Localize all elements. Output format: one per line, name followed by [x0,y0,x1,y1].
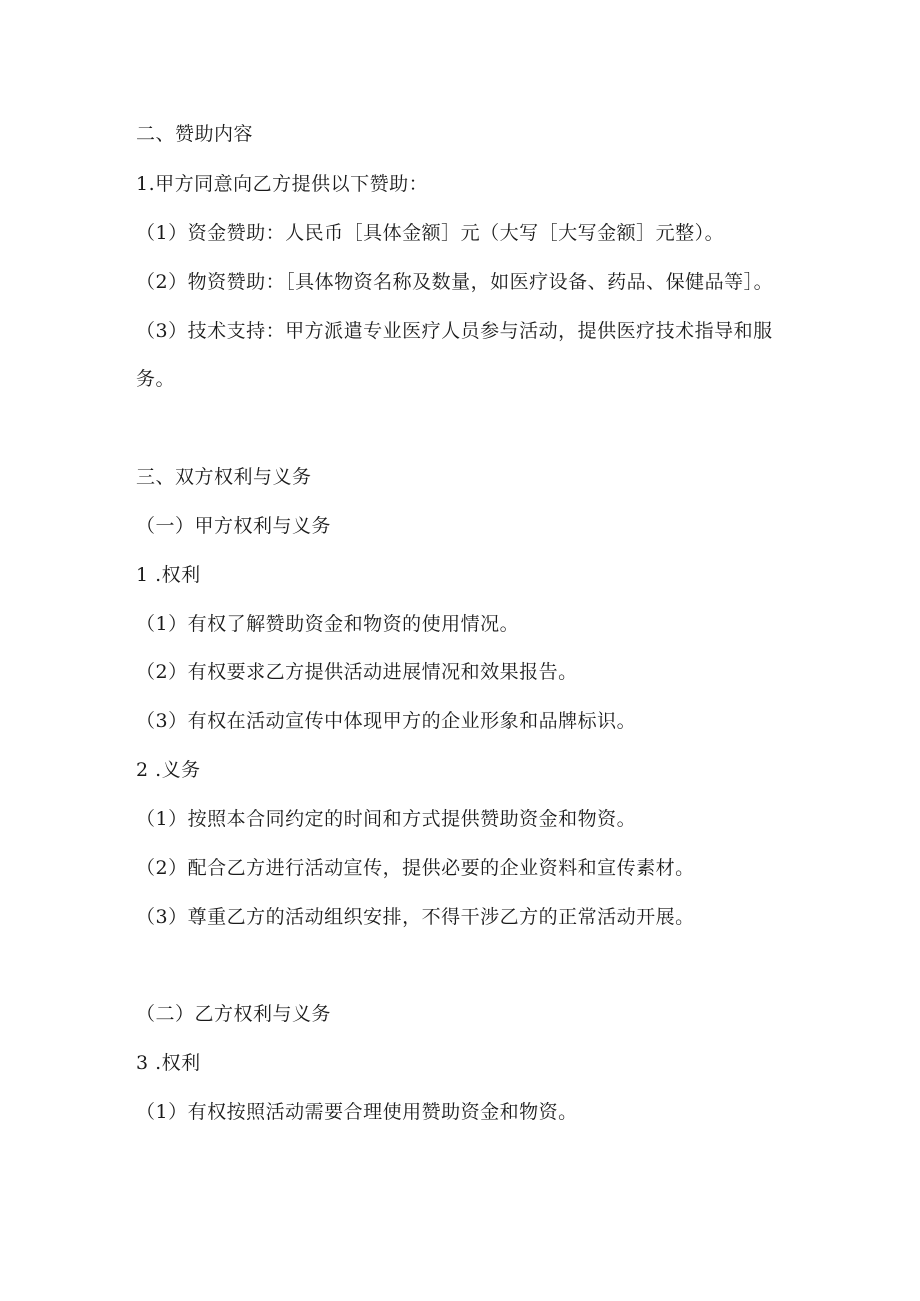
section-heading-sponsorship-content: 二、赞助内容 [136,123,254,145]
party-a-right-2: （2）有权要求乙方提供活动进展情况和效果报告。 [136,661,578,683]
party-a-right-3: （3）有权在活动宣传中体现甲方的企业形象和品牌标识。 [136,710,637,732]
section-heading-rights-obligations: 三、双方权利与义务 [136,466,312,488]
party-a-right-1: （1）有权了解赞助资金和物资的使用情况。 [136,613,520,635]
party-a-obligation-3: （3）尊重乙方的活动组织安排，不得干涉乙方的正常活动开展。 [136,906,695,928]
party-a-rights-heading: 1 .权利 [136,564,201,586]
subsection-heading-party-b: （二）乙方权利与义务 [136,1003,332,1025]
subsection-heading-party-a: （一）甲方权利与义务 [136,515,332,537]
item-material-sponsorship: （2）物资赞助：［具体物资名称及数量，如医疗设备、药品、保健品等］。 [136,271,774,293]
party-b-right-1: （1）有权按照活动需要合理使用赞助资金和物资。 [136,1101,578,1123]
party-b-rights-heading: 3 .权利 [136,1052,201,1074]
item-technical-support: （3）技术支持：甲方派遣专业医疗人员参与活动，提供医疗技术指导和服 [136,320,773,342]
party-a-obligation-1: （1）按照本合同约定的时间和方式提供赞助资金和物资。 [136,808,637,830]
item-fund-sponsorship: （1）资金赞助：人民币［具体金额］元（大写［大写金额］元整）。 [136,222,725,244]
party-a-obligations-heading: 2 .义务 [136,759,201,781]
clause-1-intro: 1.甲方同意向乙方提供以下赞助： [136,173,429,195]
party-a-obligation-2: （2）配合乙方进行活动宣传，提供必要的企业资料和宣传素材。 [136,857,695,879]
item-technical-support-continued: 务。 [136,368,176,390]
